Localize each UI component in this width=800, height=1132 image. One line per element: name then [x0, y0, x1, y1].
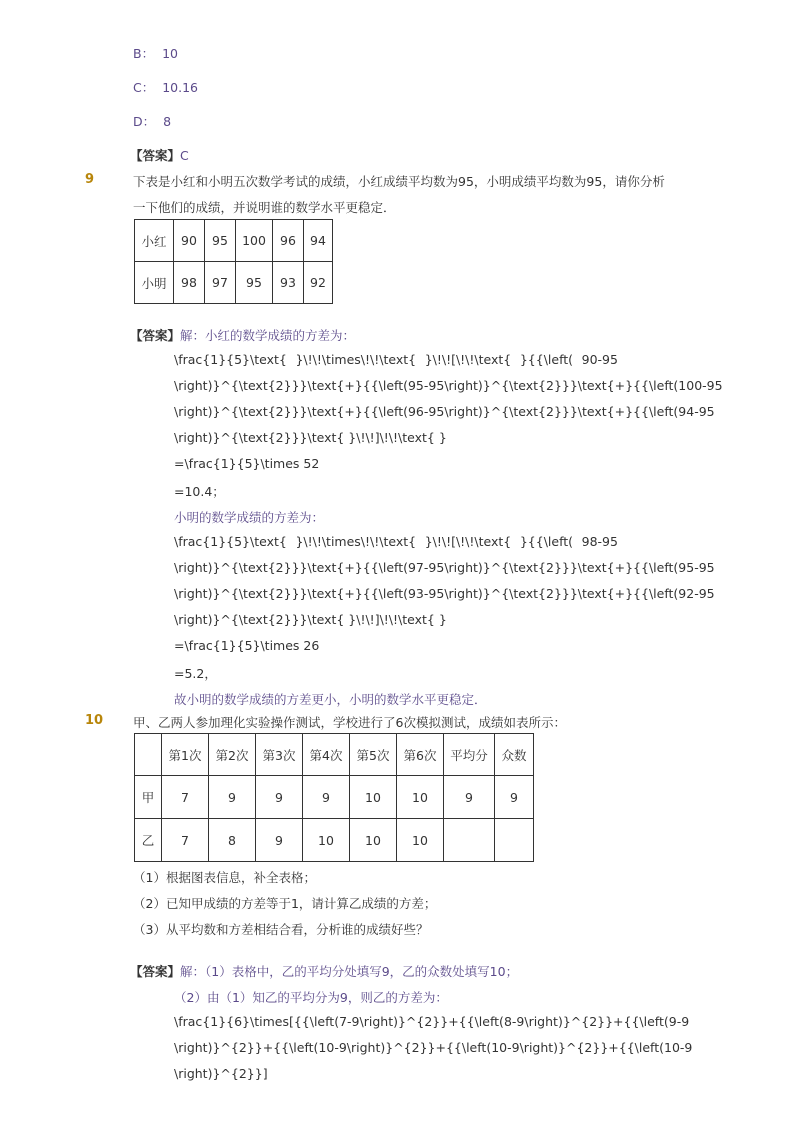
- formula-line: =10.4；: [174, 484, 225, 499]
- q10-cell: 7: [162, 819, 209, 862]
- formula-token: 10-9: [664, 1040, 693, 1055]
- formula-line: [174, 586, 715, 601]
- q10-sub1: （1）根据图表信息，补全表格；: [133, 870, 316, 885]
- q10-sub2: （2）已知甲成绩的方差等于1，请计算乙成绩的方差；: [133, 896, 437, 911]
- formula-token: }{{\left(: [519, 534, 574, 549]
- q10-header-cell: 平均分: [444, 734, 495, 776]
- q10-header-cell: [135, 734, 162, 776]
- q10-cell: 甲: [135, 776, 162, 819]
- formula-token: }\!\!\times\!\!\text{: [295, 534, 417, 549]
- q10-header-row: [135, 734, 534, 776]
- q10-header-cell: 众数: [495, 734, 534, 776]
- q10-header-cell: 第4次: [303, 734, 350, 776]
- q9-cell: 92: [304, 262, 333, 304]
- q9-answer-intro: 解：小红的数学成绩的方差为：: [180, 328, 356, 343]
- formula-token: \right)}^{2}}+{{\left(: [524, 1014, 669, 1029]
- q10-header-cell: 第3次: [256, 734, 303, 776]
- formula-line: \right)}^{2}}]: [174, 1066, 268, 1081]
- q10-cell: 9: [495, 776, 534, 819]
- formula-token: \right)}^{\text{2}}}\text{+}{{\left(: [174, 560, 408, 575]
- q10-cell: 9: [444, 776, 495, 819]
- q10-header-cell: 第6次: [397, 734, 444, 776]
- q10-ans1: 解：（1）表格中，乙的平均分处填写9，乙的众数处填写10；: [180, 964, 519, 979]
- formula-token: 97-95: [407, 560, 445, 575]
- q10-cell: 10: [350, 776, 397, 819]
- q10-cell: 9: [256, 819, 303, 862]
- formula-token: \right)}^{\text{2}}}\text{+}{{\left(: [174, 378, 408, 393]
- formula-token: \right)}^{\text{2}}}\text{+}{{\left(: [174, 586, 408, 601]
- q10-cell: 9: [256, 776, 303, 819]
- q10-cell: 10: [397, 819, 444, 862]
- formula-line: =\frac{1}{5}\times 26: [174, 638, 320, 653]
- formula-token: }\!\![\!\!\text{: [424, 534, 512, 549]
- formula-token: 10-9: [318, 1040, 347, 1055]
- formula-token: 7-9: [339, 1014, 360, 1029]
- option-d-label: D：: [133, 114, 156, 129]
- formula-token: 96-95: [407, 404, 445, 419]
- q9-cell: 94: [304, 220, 333, 262]
- q10-text: 甲、乙两人参加理化实验操作测试，学校进行了6次模拟测试，成绩如表所示：: [133, 715, 566, 730]
- q10-cell: 7: [162, 776, 209, 819]
- option-c-value: 10.16: [162, 80, 199, 95]
- option-c-label: C：: [133, 80, 155, 95]
- formula-token: }\!\![\!\!\text{: [424, 352, 512, 367]
- q9-cell: 小明: [135, 262, 174, 304]
- q9-cell: 小红: [135, 220, 174, 262]
- option-d: [133, 112, 171, 130]
- q9-cell: 98: [174, 262, 205, 304]
- option-d-value: 8: [163, 114, 172, 129]
- formula-token: 95-95: [678, 560, 715, 575]
- formula-token: \right)}^{2}}+{{\left(: [519, 1040, 665, 1055]
- formula-token: }\!\!\times\!\!\text{: [295, 352, 417, 367]
- q9-text-line1: 下表是小红和小明五次数学考试的成绩，小红成绩平均数为95，小明成绩平均数为95，请你分析: [133, 174, 665, 189]
- formula-token: 100-95: [678, 378, 723, 393]
- q10-cell: 10: [397, 776, 444, 819]
- formula-token: \right)}^{2}}+{{\left(: [174, 1040, 319, 1055]
- q8-answer-value: C: [180, 148, 189, 163]
- formula-token: \right)}^{\text{2}}}\text{+}{{\left(: [444, 586, 679, 601]
- formula-line: =5.2，: [174, 666, 217, 681]
- formula-line: [174, 1014, 690, 1029]
- answer-label: 【答案】: [130, 964, 181, 979]
- formula-token: \right)}^{\text{2}}}\text{+}{{\left(: [444, 378, 679, 393]
- formula-token: 90-95: [581, 352, 618, 367]
- q9-cell: 100: [236, 220, 273, 262]
- option-b-label: B：: [133, 46, 155, 61]
- q10-header-cell: 第1次: [162, 734, 209, 776]
- q9-conclusion: 故小明的数学成绩的方差更小，小明的数学水平更稳定．: [174, 692, 487, 707]
- q9-cell: 93: [273, 262, 304, 304]
- q9-cell: 95: [236, 262, 273, 304]
- q10-row-jia: [135, 776, 534, 819]
- q10-cell: 9: [209, 776, 256, 819]
- formula-line: [174, 534, 618, 549]
- formula-line: \right)}^{\text{2}}}\text{ }\!\!]\!\!\text{ }: [174, 612, 447, 627]
- q10-sub3: （3）从平均数和方差相结合看，分析谁的成绩好些？: [133, 922, 429, 937]
- q10-cell: 10: [303, 819, 350, 862]
- q9-cell: 95: [205, 220, 236, 262]
- q9-row-xiaoming: [135, 262, 333, 304]
- formula-token: 94-95: [678, 404, 715, 419]
- q10-cell: 乙: [135, 819, 162, 862]
- formula-token: 92-95: [678, 586, 715, 601]
- q10-header-cell: 第2次: [209, 734, 256, 776]
- q10-cell: 10: [350, 819, 397, 862]
- q10-cell: [495, 819, 534, 862]
- formula-token: \right)}^{2}}+{{\left(: [359, 1014, 504, 1029]
- formula-token: \right)}^{\text{2}}}\text{+}{{\left(: [444, 404, 679, 419]
- q8-answer: [130, 146, 189, 164]
- q9-cell: 97: [205, 262, 236, 304]
- formula-token: 10-9: [491, 1040, 520, 1055]
- q9-score-table: [134, 219, 333, 304]
- q9-text-line2: 一下他们的成绩，并说明谁的数学水平更稳定．: [133, 200, 396, 215]
- q10-number: 10: [85, 713, 104, 728]
- option-c: [133, 78, 198, 96]
- formula-line: [174, 1040, 693, 1055]
- formula-line: [174, 352, 618, 367]
- formula-token: \right)}^{\text{2}}}\text{+}{{\left(: [444, 560, 679, 575]
- formula-token: 8-9: [503, 1014, 525, 1029]
- option-b: [133, 44, 178, 62]
- formula-token: }{{\left(: [519, 352, 574, 367]
- formula-token: 98-95: [581, 534, 618, 549]
- q9-cell: 96: [273, 220, 304, 262]
- q10-score-table: [134, 733, 534, 862]
- formula-token: \frac{1}{5}\text{: [174, 534, 287, 549]
- q9-answer: [130, 326, 355, 344]
- q10-ans2: （2）由（1）知乙的平均分为9，则乙的方差为：: [174, 990, 448, 1005]
- formula-token: 95-95: [407, 378, 445, 393]
- formula-token: \right)}^{\text{2}}}\text{+}{{\left(: [174, 404, 408, 419]
- formula-line: =\frac{1}{5}\times 52: [174, 456, 320, 471]
- q9-number: 9: [85, 172, 95, 187]
- formula-token: \frac{1}{5}\text{: [174, 352, 287, 367]
- q10-cell: 8: [209, 819, 256, 862]
- q10-header-cell: 第5次: [350, 734, 397, 776]
- formula-line: [174, 378, 723, 393]
- q10-row-yi: [135, 819, 534, 862]
- answer-label: 【答案】: [130, 148, 181, 163]
- q9-cell: 90: [174, 220, 205, 262]
- formula-token: 93-95: [407, 586, 445, 601]
- formula-token: \right)}^{2}}+{{\left(: [346, 1040, 492, 1055]
- formula-line: \right)}^{\text{2}}}\text{ }\!\!]\!\!\text{ }: [174, 430, 447, 445]
- formula-token: [{{\left(: [288, 1014, 340, 1029]
- answer-label: 【答案】: [130, 328, 181, 343]
- formula-line: [174, 404, 715, 419]
- q10-cell: [444, 819, 495, 862]
- option-b-value: 10: [162, 46, 178, 61]
- formula-token: \frac{1}{6}\times: [174, 1014, 289, 1029]
- q10-cell: 9: [303, 776, 350, 819]
- q9-row-xiaohong: [135, 220, 333, 262]
- formula-line: [174, 560, 715, 575]
- q10-answer: [130, 962, 518, 980]
- q9-ming-intro: 小明的数学成绩的方差为：: [174, 510, 325, 525]
- formula-token: 9-9: [668, 1014, 690, 1029]
